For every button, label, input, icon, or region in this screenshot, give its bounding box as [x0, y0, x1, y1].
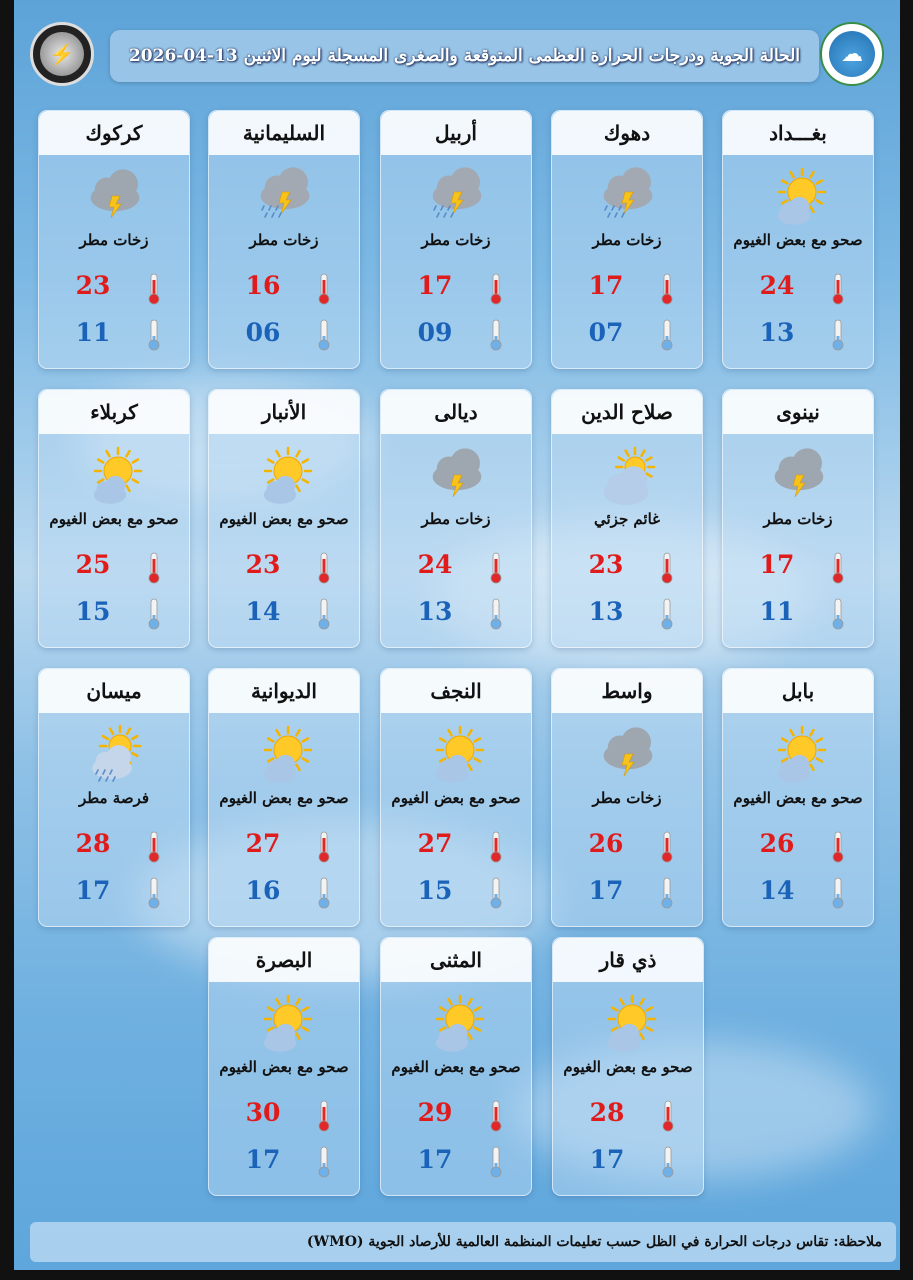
- weather-condition: صحو مع بعض الغيوم: [563, 1058, 693, 1076]
- max-temperature: 24: [759, 271, 795, 300]
- city-card-header: [552, 669, 702, 713]
- city-name: صلاح الدين: [581, 400, 673, 424]
- thunder-rain-icon: [597, 166, 657, 226]
- cold-thermometer-icon: [317, 319, 331, 351]
- thunder-rain-icon: [426, 166, 486, 226]
- min-temperature: 17: [245, 1145, 281, 1174]
- min-temperature: 17: [589, 1145, 625, 1174]
- city-card-header: [209, 938, 359, 982]
- min-temperature: 15: [417, 876, 453, 905]
- cold-thermometer-icon: [147, 877, 161, 909]
- cold-thermometer-icon: [660, 598, 674, 630]
- city-card-header: [381, 390, 531, 434]
- city-card-header: [209, 111, 359, 155]
- hot-thermometer-icon: [147, 273, 161, 305]
- city-name: ذي قار: [599, 948, 657, 972]
- cold-thermometer-icon: [317, 877, 331, 909]
- weather-condition: صحو مع بعض الغيوم: [219, 789, 349, 807]
- min-temperature: 17: [588, 876, 624, 905]
- city-card-header: [381, 669, 531, 713]
- hot-thermometer-icon: [831, 273, 845, 305]
- min-temperature: 09: [417, 318, 453, 347]
- max-temperature: 26: [588, 829, 624, 858]
- max-temperature: 27: [417, 829, 453, 858]
- cold-thermometer-icon: [831, 877, 845, 909]
- max-temperature: 16: [245, 271, 281, 300]
- city-card: [722, 389, 874, 648]
- hot-thermometer-icon: [831, 831, 845, 863]
- weather-condition: صحو مع بعض الغيوم: [49, 510, 179, 528]
- page-title: الحالة الجوية ودرجات الحرارة العظمى المتوقعة والصغرى المسجلة ليوم الاثنين 13-04-2026: [128, 46, 801, 66]
- cold-thermometer-icon: [660, 319, 674, 351]
- max-temperature: 23: [245, 550, 281, 579]
- min-temperature: 17: [75, 876, 111, 905]
- hot-thermometer-icon: [831, 552, 845, 584]
- partly-sunny-icon: [768, 724, 828, 784]
- city-card-header: [381, 938, 531, 982]
- partly-sunny-icon: [426, 993, 486, 1053]
- cold-thermometer-icon: [489, 877, 503, 909]
- min-temperature: 13: [588, 597, 624, 626]
- city-name: نينوى: [776, 400, 820, 424]
- min-temperature: 13: [417, 597, 453, 626]
- weather-condition: زخات مطر: [421, 231, 491, 249]
- city-card-header: [39, 669, 189, 713]
- city-card-header: [723, 669, 873, 713]
- hot-thermometer-icon: [489, 831, 503, 863]
- weather-condition: صحو مع بعض الغيوم: [391, 789, 521, 807]
- footer-note: ملاحظة: تقاس درجات الحرارة في الظل حسب تعليمات المنظمة العالمية للأرصاد الجوية (WMO): [306, 1234, 882, 1250]
- city-card: [380, 389, 532, 648]
- thunder-rain-icon: [254, 166, 314, 226]
- city-card-header: [552, 111, 702, 155]
- min-temperature: 07: [588, 318, 624, 347]
- cold-thermometer-icon: [489, 598, 503, 630]
- city-card-header: [39, 390, 189, 434]
- thunder-icon: [84, 166, 144, 226]
- min-temperature: 11: [75, 318, 111, 347]
- weather-condition: صحو مع بعض الغيوم: [219, 510, 349, 528]
- city-name: المثنى: [430, 948, 482, 972]
- max-temperature: 23: [588, 550, 624, 579]
- max-temperature: 29: [417, 1098, 453, 1127]
- partly-sunny-icon: [254, 993, 314, 1053]
- sun-rain-icon: [84, 724, 144, 784]
- cold-thermometer-icon: [660, 877, 674, 909]
- city-card-header: [723, 111, 873, 155]
- city-name: بغـــداد: [769, 121, 827, 145]
- hot-thermometer-icon: [317, 552, 331, 584]
- cold-thermometer-icon: [317, 1146, 331, 1178]
- weather-condition: زخات مطر: [763, 510, 833, 528]
- max-temperature: 28: [75, 829, 111, 858]
- thunder-icon: [426, 445, 486, 505]
- city-card-header: [381, 111, 531, 155]
- weather-condition: زخات مطر: [592, 231, 662, 249]
- city-name: السليمانية: [242, 121, 326, 145]
- city-card: [551, 668, 703, 927]
- hot-thermometer-icon: [489, 1100, 503, 1132]
- cold-thermometer-icon: [147, 598, 161, 630]
- city-card: [722, 110, 874, 369]
- min-temperature: 06: [245, 318, 281, 347]
- city-card: [380, 110, 532, 369]
- weather-condition: زخات مطر: [249, 231, 319, 249]
- max-temperature: 17: [759, 550, 795, 579]
- city-card: [38, 110, 190, 369]
- weather-condition: فرصة مطر: [78, 789, 150, 807]
- hot-thermometer-icon: [660, 831, 674, 863]
- partly-sunny-icon: [426, 724, 486, 784]
- city-card-header: [552, 390, 702, 434]
- cold-thermometer-icon: [831, 598, 845, 630]
- min-temperature: 17: [417, 1145, 453, 1174]
- hot-thermometer-icon: [317, 831, 331, 863]
- city-card: [208, 937, 360, 1196]
- partly-cloudy-icon: [597, 445, 657, 505]
- hot-thermometer-icon: [317, 273, 331, 305]
- thunder-icon: [597, 724, 657, 784]
- city-card: [551, 110, 703, 369]
- city-card: [38, 389, 190, 648]
- cold-thermometer-icon: [831, 319, 845, 351]
- city-name: الديوانية: [251, 679, 317, 703]
- min-temperature: 14: [759, 876, 795, 905]
- city-name: ميسان: [86, 679, 142, 703]
- city-card: [722, 668, 874, 927]
- min-temperature: 14: [245, 597, 281, 626]
- hot-thermometer-icon: [489, 273, 503, 305]
- weather-condition: صحو مع بعض الغيوم: [391, 1058, 521, 1076]
- meteorological-authority-logo: [820, 22, 884, 86]
- max-temperature: 30: [245, 1098, 281, 1127]
- page-title-banner: [110, 30, 819, 82]
- city-name: كربلاء: [90, 400, 138, 424]
- weather-condition: زخات مطر: [79, 231, 149, 249]
- city-name: واسط: [601, 679, 653, 703]
- hot-thermometer-icon: [661, 1100, 675, 1132]
- city-card: [208, 389, 360, 648]
- city-card-header: [553, 938, 703, 982]
- city-name: الأنبار: [261, 400, 307, 424]
- city-card: [551, 389, 703, 648]
- weather-condition: زخات مطر: [421, 510, 491, 528]
- city-card-header: [209, 390, 359, 434]
- min-temperature: 16: [245, 876, 281, 905]
- weather-condition: صحو مع بعض الغيوم: [733, 789, 863, 807]
- city-name: البصرة: [255, 948, 313, 972]
- min-temperature: 15: [75, 597, 111, 626]
- city-card-header: [39, 111, 189, 155]
- max-temperature: 17: [417, 271, 453, 300]
- partly-sunny-icon: [84, 445, 144, 505]
- city-card-header: [209, 669, 359, 713]
- cold-thermometer-icon: [661, 1146, 675, 1178]
- hot-thermometer-icon: [489, 552, 503, 584]
- weather-condition: زخات مطر: [592, 789, 662, 807]
- max-temperature: 27: [245, 829, 281, 858]
- hot-thermometer-icon: [317, 1100, 331, 1132]
- city-name: أربيل: [435, 121, 477, 145]
- footer-note-bar: [30, 1222, 896, 1262]
- cold-thermometer-icon: [317, 598, 331, 630]
- thunder-icon: [768, 445, 828, 505]
- min-temperature: 11: [759, 597, 795, 626]
- hot-thermometer-icon: [147, 831, 161, 863]
- max-temperature: 17: [588, 271, 624, 300]
- partly-sunny-icon: [598, 993, 658, 1053]
- min-temperature: 13: [759, 318, 795, 347]
- city-card-header: [723, 390, 873, 434]
- city-name: دهوك: [603, 121, 651, 145]
- weather-condition: صحو مع بعض الغيوم: [733, 231, 863, 249]
- cold-thermometer-icon: [489, 319, 503, 351]
- cloud-icon: ☁: [829, 31, 875, 77]
- cold-thermometer-icon: [147, 319, 161, 351]
- city-card: [552, 937, 704, 1196]
- max-temperature: 25: [75, 550, 111, 579]
- city-name: النجف: [430, 679, 482, 703]
- cold-thermometer-icon: [489, 1146, 503, 1178]
- city-card: [208, 110, 360, 369]
- city-card: [380, 937, 532, 1196]
- max-temperature: 23: [75, 271, 111, 300]
- hot-thermometer-icon: [660, 552, 674, 584]
- city-card: [380, 668, 532, 927]
- weather-condition: صحو مع بعض الغيوم: [219, 1058, 349, 1076]
- city-name: ديالى: [434, 400, 478, 424]
- max-temperature: 26: [759, 829, 795, 858]
- city-name: بابل: [781, 679, 815, 703]
- partly-sunny-icon: [254, 445, 314, 505]
- hot-thermometer-icon: [147, 552, 161, 584]
- weather-condition: غائم جزئي: [593, 510, 661, 528]
- max-temperature: 28: [589, 1098, 625, 1127]
- partly-sunny-icon: [254, 724, 314, 784]
- city-card: [208, 668, 360, 927]
- hot-thermometer-icon: [660, 273, 674, 305]
- forecast-page: [14, 0, 900, 1270]
- lightning-icon: ⚡: [40, 32, 84, 76]
- partly-sunny-icon: [768, 166, 828, 226]
- city-card: [38, 668, 190, 927]
- max-temperature: 24: [417, 550, 453, 579]
- forecast-centre-logo: [30, 22, 94, 86]
- city-name: كركوك: [85, 121, 143, 145]
